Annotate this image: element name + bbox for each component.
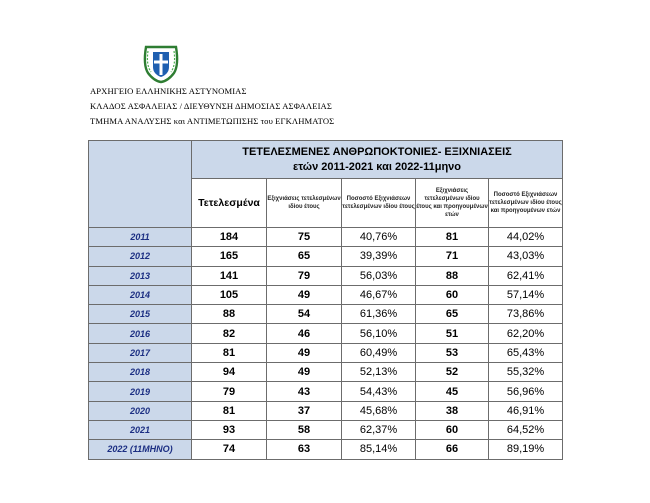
table-row (89, 343, 563, 362)
solved-prev-cell: 52 (416, 363, 489, 382)
pct-prev-cell: 57,14% (489, 285, 563, 304)
solved-same-cell: 37 (267, 401, 342, 420)
pct-prev-cell: 56,96% (489, 382, 563, 401)
year-cell: 2021 (89, 420, 192, 439)
committed-cell: 88 (192, 305, 267, 324)
pct-same-cell: 46,67% (342, 285, 416, 304)
solved-prev-cell: 65 (416, 305, 489, 324)
header-line-section: ΤΜΗΜΑ ΑΝΑΛΥΣΗΣ και ΑΝΤΙΜΕΤΩΠΙΣΗΣ του ΕΓΚΛΗΜΑΤΟΣ (90, 116, 335, 126)
pct-prev-cell: 55,32% (489, 363, 563, 382)
pct-prev-cell: 62,20% (489, 324, 563, 343)
greek-police-emblem-icon (140, 43, 182, 85)
table-title-line2: ετών 2011-2021 και 2022-11μηνο (292, 160, 462, 173)
year-cell: 2022 (11ΜΗΝΟ) (89, 440, 192, 459)
table-row (89, 266, 563, 285)
committed-cell: 82 (192, 324, 267, 343)
year-cell: 2013 (89, 266, 192, 285)
table-title (192, 141, 563, 179)
header-solved-incl-previous: Εξιχνιάσεις τετελεσμένων ιδίου έτους και προηγουμένων ετών (416, 179, 489, 228)
committed-cell: 93 (192, 420, 267, 439)
header-solved-same-year: Εξιχνιάσεις τετελεσμένων ιδίου έτους (267, 179, 342, 228)
year-cell: 2016 (89, 324, 192, 343)
solved-same-cell: 43 (267, 382, 342, 401)
solved-prev-cell: 81 (416, 228, 489, 247)
committed-cell: 105 (192, 285, 267, 304)
pct-prev-cell: 44,02% (489, 228, 563, 247)
table-title-line1: ΤΕΤΕΛΕΣΜΕΝΕΣ ΑΝΘΡΩΠΟΚΤΟΝΙΕΣ- ΕΞΙΧΝΙΑΣΕΙΣ (242, 145, 512, 158)
solved-same-cell: 49 (267, 285, 342, 304)
table-row (89, 247, 563, 266)
pct-same-cell: 60,49% (342, 343, 416, 362)
solved-same-cell: 58 (267, 420, 342, 439)
committed-cell: 81 (192, 401, 267, 420)
solved-same-cell: 49 (267, 343, 342, 362)
committed-cell: 81 (192, 343, 267, 362)
pct-prev-cell: 43,03% (489, 247, 563, 266)
committed-cell: 79 (192, 382, 267, 401)
solved-prev-cell: 53 (416, 343, 489, 362)
header-line-branch: ΚΛΑΔΟΣ ΑΣΦΑΛΕΙΑΣ / ΔΙΕΥΘΥΝΣΗ ΔΗΜΟΣΙΑΣ ΑΣΦΑΛΕΙΑΣ (90, 101, 332, 111)
department-header (90, 84, 334, 129)
year-cell: 2019 (89, 382, 192, 401)
committed-cell: 184 (192, 228, 267, 247)
header-committed: Τετελεσμένα (192, 179, 267, 228)
pct-same-cell: 39,39% (342, 247, 416, 266)
header-line-agency: ΑΡΧΗΓΕΙΟ ΕΛΛΗΝΙΚΗΣ ΑΣΤΥΝΟΜΙΑΣ (90, 86, 247, 96)
pct-prev-cell: 73,86% (489, 305, 563, 324)
year-cell: 2015 (89, 305, 192, 324)
pct-same-cell: 56,10% (342, 324, 416, 343)
pct-same-cell: 54,43% (342, 382, 416, 401)
table-row (89, 363, 563, 382)
table-row (89, 401, 563, 420)
pct-prev-cell: 89,19% (489, 440, 563, 459)
homicides-table (88, 140, 563, 460)
year-cell: 2020 (89, 401, 192, 420)
year-cell: 2012 (89, 247, 192, 266)
committed-cell: 141 (192, 266, 267, 285)
solved-same-cell: 79 (267, 266, 342, 285)
committed-cell: 74 (192, 440, 267, 459)
table-row (89, 382, 563, 401)
table-row (89, 305, 563, 324)
solved-prev-cell: 51 (416, 324, 489, 343)
committed-cell: 165 (192, 247, 267, 266)
year-cell: 2011 (89, 228, 192, 247)
pct-same-cell: 62,37% (342, 420, 416, 439)
pct-same-cell: 45,68% (342, 401, 416, 420)
solved-same-cell: 49 (267, 363, 342, 382)
header-pct-incl-previous: Ποσοστό Εξιχνιάσεων τετελεσμένων ιδίου έτους και προηγουμένων ετών (489, 179, 563, 228)
solved-same-cell: 54 (267, 305, 342, 324)
solved-prev-cell: 66 (416, 440, 489, 459)
year-cell: 2014 (89, 285, 192, 304)
pct-prev-cell: 46,91% (489, 401, 563, 420)
solved-prev-cell: 60 (416, 285, 489, 304)
solved-prev-cell: 88 (416, 266, 489, 285)
table-row (89, 285, 563, 304)
year-cell: 2018 (89, 363, 192, 382)
solved-same-cell: 63 (267, 440, 342, 459)
pct-same-cell: 85,14% (342, 440, 416, 459)
table-row (89, 420, 563, 439)
pct-prev-cell: 65,43% (489, 343, 563, 362)
committed-cell: 94 (192, 363, 267, 382)
solved-same-cell: 46 (267, 324, 342, 343)
table-row (89, 228, 563, 247)
pct-same-cell: 52,13% (342, 363, 416, 382)
pct-same-cell: 40,76% (342, 228, 416, 247)
table-row (89, 440, 563, 459)
solved-prev-cell: 60 (416, 420, 489, 439)
pct-prev-cell: 64,52% (489, 420, 563, 439)
header-pct-same-year: Ποσοστό Εξιχνιάσεων τετελεσμένων ιδίου έτους (342, 179, 416, 228)
pct-same-cell: 56,03% (342, 266, 416, 285)
table-row (89, 324, 563, 343)
year-cell: 2017 (89, 343, 192, 362)
solved-same-cell: 65 (267, 247, 342, 266)
pct-same-cell: 61,36% (342, 305, 416, 324)
year-column-header (89, 141, 192, 228)
solved-prev-cell: 71 (416, 247, 489, 266)
solved-prev-cell: 38 (416, 401, 489, 420)
solved-prev-cell: 45 (416, 382, 489, 401)
solved-same-cell: 75 (267, 228, 342, 247)
pct-prev-cell: 62,41% (489, 266, 563, 285)
